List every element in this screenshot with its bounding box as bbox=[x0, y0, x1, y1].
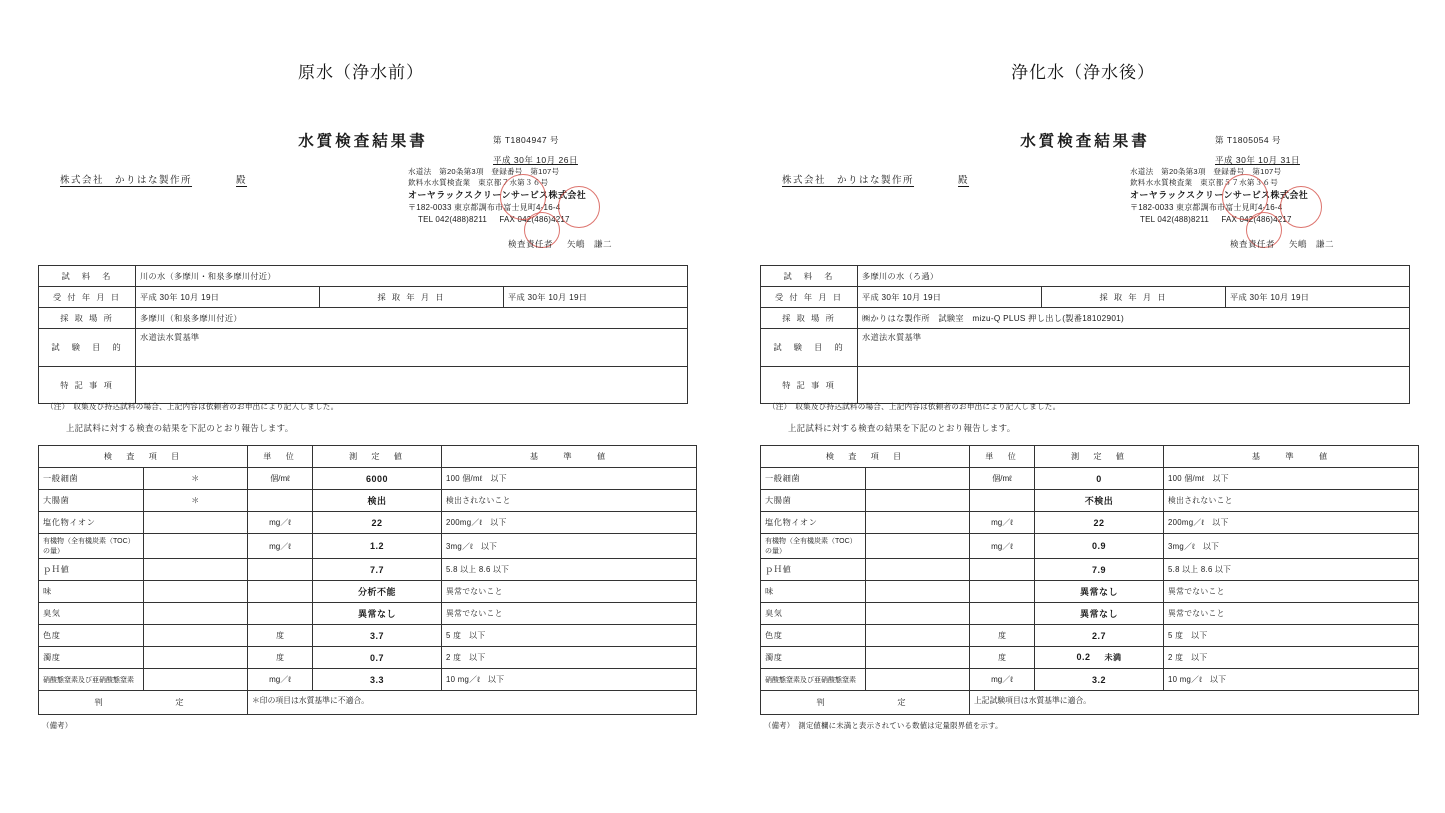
table-row bbox=[39, 603, 697, 625]
table-row bbox=[39, 329, 688, 367]
result-nonconformity-mark bbox=[865, 490, 970, 512]
result-standard: 異常でないこと bbox=[442, 581, 697, 603]
info-label: 採 取 場 所 bbox=[39, 308, 136, 329]
result-measured: 検出 bbox=[313, 490, 442, 512]
judgement-row bbox=[39, 691, 697, 715]
result-unit bbox=[970, 581, 1035, 603]
info-label: 受 付 年 月 日 bbox=[39, 287, 136, 308]
judgement-text: ＊印の項目は水質基準に不適合。 bbox=[248, 691, 697, 715]
info-value: 多摩川の水（ろ過） bbox=[858, 266, 1410, 287]
result-item: 味 bbox=[761, 581, 866, 603]
result-unit bbox=[248, 581, 313, 603]
result-measured: 3.7 bbox=[313, 625, 442, 647]
result-measured: 0 bbox=[1035, 468, 1164, 490]
table-row bbox=[39, 287, 688, 308]
table-row bbox=[39, 647, 697, 669]
report-panel-purified-water bbox=[722, 0, 1444, 813]
result-standard: 異常でないこと bbox=[1164, 603, 1419, 625]
table-row bbox=[761, 490, 1419, 512]
result-measured: 1.2 bbox=[313, 534, 442, 559]
result-unit: mg／ℓ bbox=[248, 512, 313, 534]
issuer-company: オーヤラックスクリーンサービス株式会社 bbox=[408, 190, 587, 200]
result-nonconformity-mark bbox=[865, 512, 970, 534]
result-item: 色度 bbox=[761, 625, 866, 647]
addressee bbox=[782, 172, 969, 186]
judgement-row bbox=[761, 691, 1419, 715]
result-measured: 6000 bbox=[313, 468, 442, 490]
result-item: ｐＨ値 bbox=[39, 559, 144, 581]
result-nonconformity-mark bbox=[865, 669, 970, 691]
info-label: 試 料 名 bbox=[39, 266, 136, 287]
registration-line-2: 飲料水水質検査業 東京都５７水第３６号 bbox=[1130, 178, 1279, 187]
result-standard: 5 度 以下 bbox=[1164, 625, 1419, 647]
result-measured: 異常なし bbox=[313, 603, 442, 625]
issuer-address: 〒182-0033 東京都調布市富士見町4-16-4 bbox=[1130, 203, 1283, 213]
sample-info-table bbox=[38, 265, 688, 404]
result-nonconformity-mark bbox=[865, 625, 970, 647]
table-row bbox=[761, 367, 1410, 404]
result-standard: 200mg／ℓ 以下 bbox=[1164, 512, 1419, 534]
result-standard: 5 度 以下 bbox=[442, 625, 697, 647]
result-measured-qualifier: 未満 bbox=[1104, 653, 1122, 662]
result-standard: 異常でないこと bbox=[1164, 581, 1419, 603]
result-standard: 2 度 以下 bbox=[1164, 647, 1419, 669]
result-standard: 100 個/mℓ 以下 bbox=[442, 468, 697, 490]
judgement-text: 上記試験項目は水質基準に適合。 bbox=[970, 691, 1419, 715]
result-measured: 22 bbox=[313, 512, 442, 534]
info-label: 特 記 事 項 bbox=[761, 367, 858, 404]
result-standard: 3mg／ℓ 以下 bbox=[442, 534, 697, 559]
result-unit bbox=[970, 490, 1035, 512]
result-item: 一般細菌 bbox=[39, 468, 144, 490]
inspector-label: 検査責任者 bbox=[508, 239, 554, 249]
result-nonconformity-mark bbox=[143, 669, 248, 691]
result-standard: 200mg／ℓ 以下 bbox=[442, 512, 697, 534]
result-unit: 度 bbox=[970, 647, 1035, 669]
result-nonconformity-mark bbox=[143, 581, 248, 603]
info-label: 試 料 名 bbox=[761, 266, 858, 287]
report-panel-raw-water bbox=[0, 0, 722, 813]
table-row bbox=[39, 468, 697, 490]
result-item: 有機物（全有機炭素（TOC）の量） bbox=[39, 534, 144, 559]
result-unit: mg／ℓ bbox=[248, 669, 313, 691]
table-row bbox=[761, 329, 1410, 367]
table-row bbox=[39, 490, 697, 512]
result-standard: 検出されないこと bbox=[1164, 490, 1419, 512]
panel-heading-purified-water: 浄化水（浄水後） bbox=[1011, 63, 1155, 82]
table-row bbox=[39, 559, 697, 581]
addressee bbox=[60, 172, 247, 186]
info-value bbox=[136, 367, 688, 404]
result-unit: 個/mℓ bbox=[248, 468, 313, 490]
report-line: 上記試料に対する検査の結果を下記のとおり報告します。 bbox=[66, 423, 294, 433]
registration-line-2: 飲料水水質検査業 東京都７水第３６号 bbox=[408, 178, 549, 187]
inspector-name: 矢嶋 謙二 bbox=[567, 239, 613, 249]
result-unit bbox=[970, 603, 1035, 625]
result-measured: 分析不能 bbox=[313, 581, 442, 603]
result-nonconformity-mark bbox=[143, 603, 248, 625]
result-standard: 10 mg／ℓ 以下 bbox=[1164, 669, 1419, 691]
result-standard: 検出されないこと bbox=[442, 490, 697, 512]
table-row bbox=[39, 512, 697, 534]
table-row bbox=[761, 603, 1419, 625]
result-nonconformity-mark bbox=[143, 647, 248, 669]
result-measured: 3.2 bbox=[1035, 669, 1164, 691]
info-value: 平成 30年 10月 19日 bbox=[1226, 287, 1410, 308]
result-measured-cell bbox=[1035, 647, 1164, 669]
issuer-company: オーヤラックスクリーンサービス株式会社 bbox=[1130, 190, 1309, 200]
inspector-name: 矢嶋 謙二 bbox=[1289, 239, 1335, 249]
judgement-label: 判 定 bbox=[39, 691, 248, 715]
table-row bbox=[761, 669, 1419, 691]
result-unit bbox=[248, 603, 313, 625]
result-measured: 0.7 bbox=[313, 647, 442, 669]
info-value bbox=[858, 367, 1410, 404]
table-row bbox=[39, 625, 697, 647]
result-measured: 異常なし bbox=[1035, 581, 1164, 603]
result-item: 濁度 bbox=[761, 647, 866, 669]
result-item: 硝酸態窒素及び亜硝酸態窒素 bbox=[761, 669, 866, 691]
info-value: 平成 30年 10月 19日 bbox=[858, 287, 1042, 308]
info-note: （注） 収集及び持込試料の場合、上記内容は依頼者のお申出により記入しました。 bbox=[46, 402, 339, 411]
table-row bbox=[39, 266, 688, 287]
table-row bbox=[761, 534, 1419, 559]
issuer-tel: TEL 042(488)8211 bbox=[418, 214, 488, 224]
result-item: 濁度 bbox=[39, 647, 144, 669]
result-standard: 5.8 以上 8.6 以下 bbox=[442, 559, 697, 581]
document-date: 平成 30年 10月 26日 bbox=[493, 155, 578, 165]
column-header-unit: 単 位 bbox=[970, 446, 1035, 468]
result-nonconformity-mark bbox=[865, 559, 970, 581]
result-item: ｐＨ値 bbox=[761, 559, 866, 581]
result-unit bbox=[248, 559, 313, 581]
table-row bbox=[761, 512, 1419, 534]
info-label: 受 付 年 月 日 bbox=[761, 287, 858, 308]
result-nonconformity-mark bbox=[865, 603, 970, 625]
issuer-block bbox=[408, 166, 688, 225]
info-value: 平成 30年 10月 19日 bbox=[136, 287, 320, 308]
table-row bbox=[39, 669, 697, 691]
issuer-fax: FAX 042(486)4217 bbox=[1221, 214, 1292, 224]
result-measured: 2.7 bbox=[1035, 625, 1164, 647]
table-header-row bbox=[761, 446, 1419, 468]
table-row bbox=[39, 581, 697, 603]
result-unit: 個/mℓ bbox=[970, 468, 1035, 490]
result-item: 味 bbox=[39, 581, 144, 603]
result-standard: 2 度 以下 bbox=[442, 647, 697, 669]
table-row bbox=[39, 308, 688, 329]
inspector-block bbox=[508, 238, 612, 250]
result-unit: mg／ℓ bbox=[970, 534, 1035, 559]
result-standard: 3mg／ℓ 以下 bbox=[1164, 534, 1419, 559]
info-label: 試 験 目 的 bbox=[39, 329, 136, 367]
info-note: （注） 収集及び持込試料の場合、上記内容は依頼者のお申出により記入しました。 bbox=[768, 402, 1061, 411]
info-label: 採 取 年 月 日 bbox=[1042, 287, 1226, 308]
result-measured: 異常なし bbox=[1035, 603, 1164, 625]
result-nonconformity-mark bbox=[865, 534, 970, 559]
table-row bbox=[761, 266, 1410, 287]
result-nonconformity-mark bbox=[865, 581, 970, 603]
table-row bbox=[761, 308, 1410, 329]
result-item: 有機物（全有機炭素（TOC）の量） bbox=[761, 534, 866, 559]
info-value: 水道法水質基準 bbox=[858, 329, 1410, 367]
registration-line-1: 水道法 第20条第3項 登録番号 第107号 bbox=[408, 167, 560, 176]
result-item: 大腸菌 bbox=[39, 490, 144, 512]
issuer-block bbox=[1130, 166, 1410, 225]
document-title: 水質検査結果書 bbox=[1020, 133, 1150, 150]
column-header-measured: 測 定 値 bbox=[313, 446, 442, 468]
footer-note: （備考） 測定値欄に未満と表示されている数値は定量限界値を示す。 bbox=[764, 721, 1003, 730]
column-header-unit: 単 位 bbox=[248, 446, 313, 468]
info-value: ㈱かりはな製作所 試験室 mizu-Q PLUS 押し出し(製番18102901) bbox=[858, 308, 1410, 329]
table-header-row bbox=[39, 446, 697, 468]
inspector-label: 検査責任者 bbox=[1230, 239, 1276, 249]
result-measured: 7.7 bbox=[313, 559, 442, 581]
result-measured: 0.2 bbox=[1076, 652, 1091, 662]
column-header-standard: 基 準 値 bbox=[442, 446, 697, 468]
result-measured: 3.3 bbox=[313, 669, 442, 691]
footer-note: （備考） bbox=[42, 721, 73, 730]
document-date: 平成 30年 10月 31日 bbox=[1215, 155, 1300, 165]
result-item: 塩化物イオン bbox=[761, 512, 866, 534]
column-header-standard: 基 準 値 bbox=[1164, 446, 1419, 468]
result-table bbox=[760, 445, 1419, 715]
info-value: 川の水（多摩川・和泉多摩川付近） bbox=[136, 266, 688, 287]
info-value: 平成 30年 10月 19日 bbox=[504, 287, 688, 308]
addressee-honorific: 殿 bbox=[236, 175, 248, 186]
result-standard: 100 個/mℓ 以下 bbox=[1164, 468, 1419, 490]
table-row bbox=[39, 534, 697, 559]
result-nonconformity-mark bbox=[865, 647, 970, 669]
result-item: 大腸菌 bbox=[761, 490, 866, 512]
certificate-sheet-raw-water bbox=[38, 120, 688, 740]
result-nonconformity-mark: ＊ bbox=[143, 468, 248, 490]
registration-line-1: 水道法 第20条第3項 登録番号 第107号 bbox=[1130, 167, 1282, 176]
report-line: 上記試料に対する検査の結果を下記のとおり報告します。 bbox=[788, 423, 1016, 433]
table-row bbox=[39, 367, 688, 404]
document-title: 水質検査結果書 bbox=[298, 133, 428, 150]
judgement-label: 判 定 bbox=[761, 691, 970, 715]
result-unit: 度 bbox=[248, 625, 313, 647]
addressee-name: 株式会社 かりはな製作所 bbox=[782, 175, 915, 186]
result-unit: 度 bbox=[970, 625, 1035, 647]
result-item: 臭気 bbox=[761, 603, 866, 625]
result-standard: 10 mg／ℓ 以下 bbox=[442, 669, 697, 691]
result-unit bbox=[970, 559, 1035, 581]
info-label: 試 験 目 的 bbox=[761, 329, 858, 367]
result-measured: 22 bbox=[1035, 512, 1164, 534]
result-unit: mg／ℓ bbox=[970, 512, 1035, 534]
result-nonconformity-mark bbox=[143, 625, 248, 647]
result-item: 色度 bbox=[39, 625, 144, 647]
column-header-item: 検 査 項 目 bbox=[39, 446, 248, 468]
panel-heading-raw-water: 原水（浄水前） bbox=[298, 63, 424, 82]
column-header-item: 検 査 項 目 bbox=[761, 446, 970, 468]
sample-info-table bbox=[760, 265, 1410, 404]
certificate-sheet-purified-water bbox=[760, 120, 1410, 740]
result-nonconformity-mark bbox=[143, 534, 248, 559]
table-row bbox=[761, 559, 1419, 581]
result-nonconformity-mark bbox=[865, 468, 970, 490]
info-label: 採 取 場 所 bbox=[761, 308, 858, 329]
result-unit: mg／ℓ bbox=[970, 669, 1035, 691]
result-nonconformity-mark: ＊ bbox=[143, 490, 248, 512]
document-number: 第 T1805054 号 bbox=[1215, 135, 1282, 145]
result-unit bbox=[248, 490, 313, 512]
table-row bbox=[761, 287, 1410, 308]
table-row bbox=[761, 647, 1419, 669]
table-row bbox=[761, 468, 1419, 490]
result-unit: 度 bbox=[248, 647, 313, 669]
result-measured: 不検出 bbox=[1035, 490, 1164, 512]
issuer-address: 〒182-0033 東京都調布市富士見町4-16-4 bbox=[408, 203, 561, 213]
addressee-name: 株式会社 かりはな製作所 bbox=[60, 175, 193, 186]
result-unit: mg／ℓ bbox=[248, 534, 313, 559]
result-item: 臭気 bbox=[39, 603, 144, 625]
result-nonconformity-mark bbox=[143, 512, 248, 534]
info-label: 特 記 事 項 bbox=[39, 367, 136, 404]
result-measured: 0.9 bbox=[1035, 534, 1164, 559]
result-table bbox=[38, 445, 697, 715]
addressee-honorific: 殿 bbox=[958, 175, 970, 186]
column-header-measured: 測 定 値 bbox=[1035, 446, 1164, 468]
result-nonconformity-mark bbox=[143, 559, 248, 581]
result-item: 一般細菌 bbox=[761, 468, 866, 490]
document-number: 第 T1804947 号 bbox=[493, 135, 560, 145]
table-row bbox=[761, 625, 1419, 647]
inspector-block bbox=[1230, 238, 1334, 250]
issuer-tel: TEL 042(488)8211 bbox=[1140, 214, 1210, 224]
result-standard: 5.8 以上 8.6 以下 bbox=[1164, 559, 1419, 581]
result-item: 塩化物イオン bbox=[39, 512, 144, 534]
result-measured: 7.9 bbox=[1035, 559, 1164, 581]
issuer-fax: FAX 042(486)4217 bbox=[499, 214, 570, 224]
result-item: 硝酸態窒素及び亜硝酸態窒素 bbox=[39, 669, 144, 691]
table-row bbox=[761, 581, 1419, 603]
info-label: 採 取 年 月 日 bbox=[320, 287, 504, 308]
info-value: 多摩川（和泉多摩川付近） bbox=[136, 308, 688, 329]
info-value: 水道法水質基準 bbox=[136, 329, 688, 367]
result-standard: 異常でないこと bbox=[442, 603, 697, 625]
